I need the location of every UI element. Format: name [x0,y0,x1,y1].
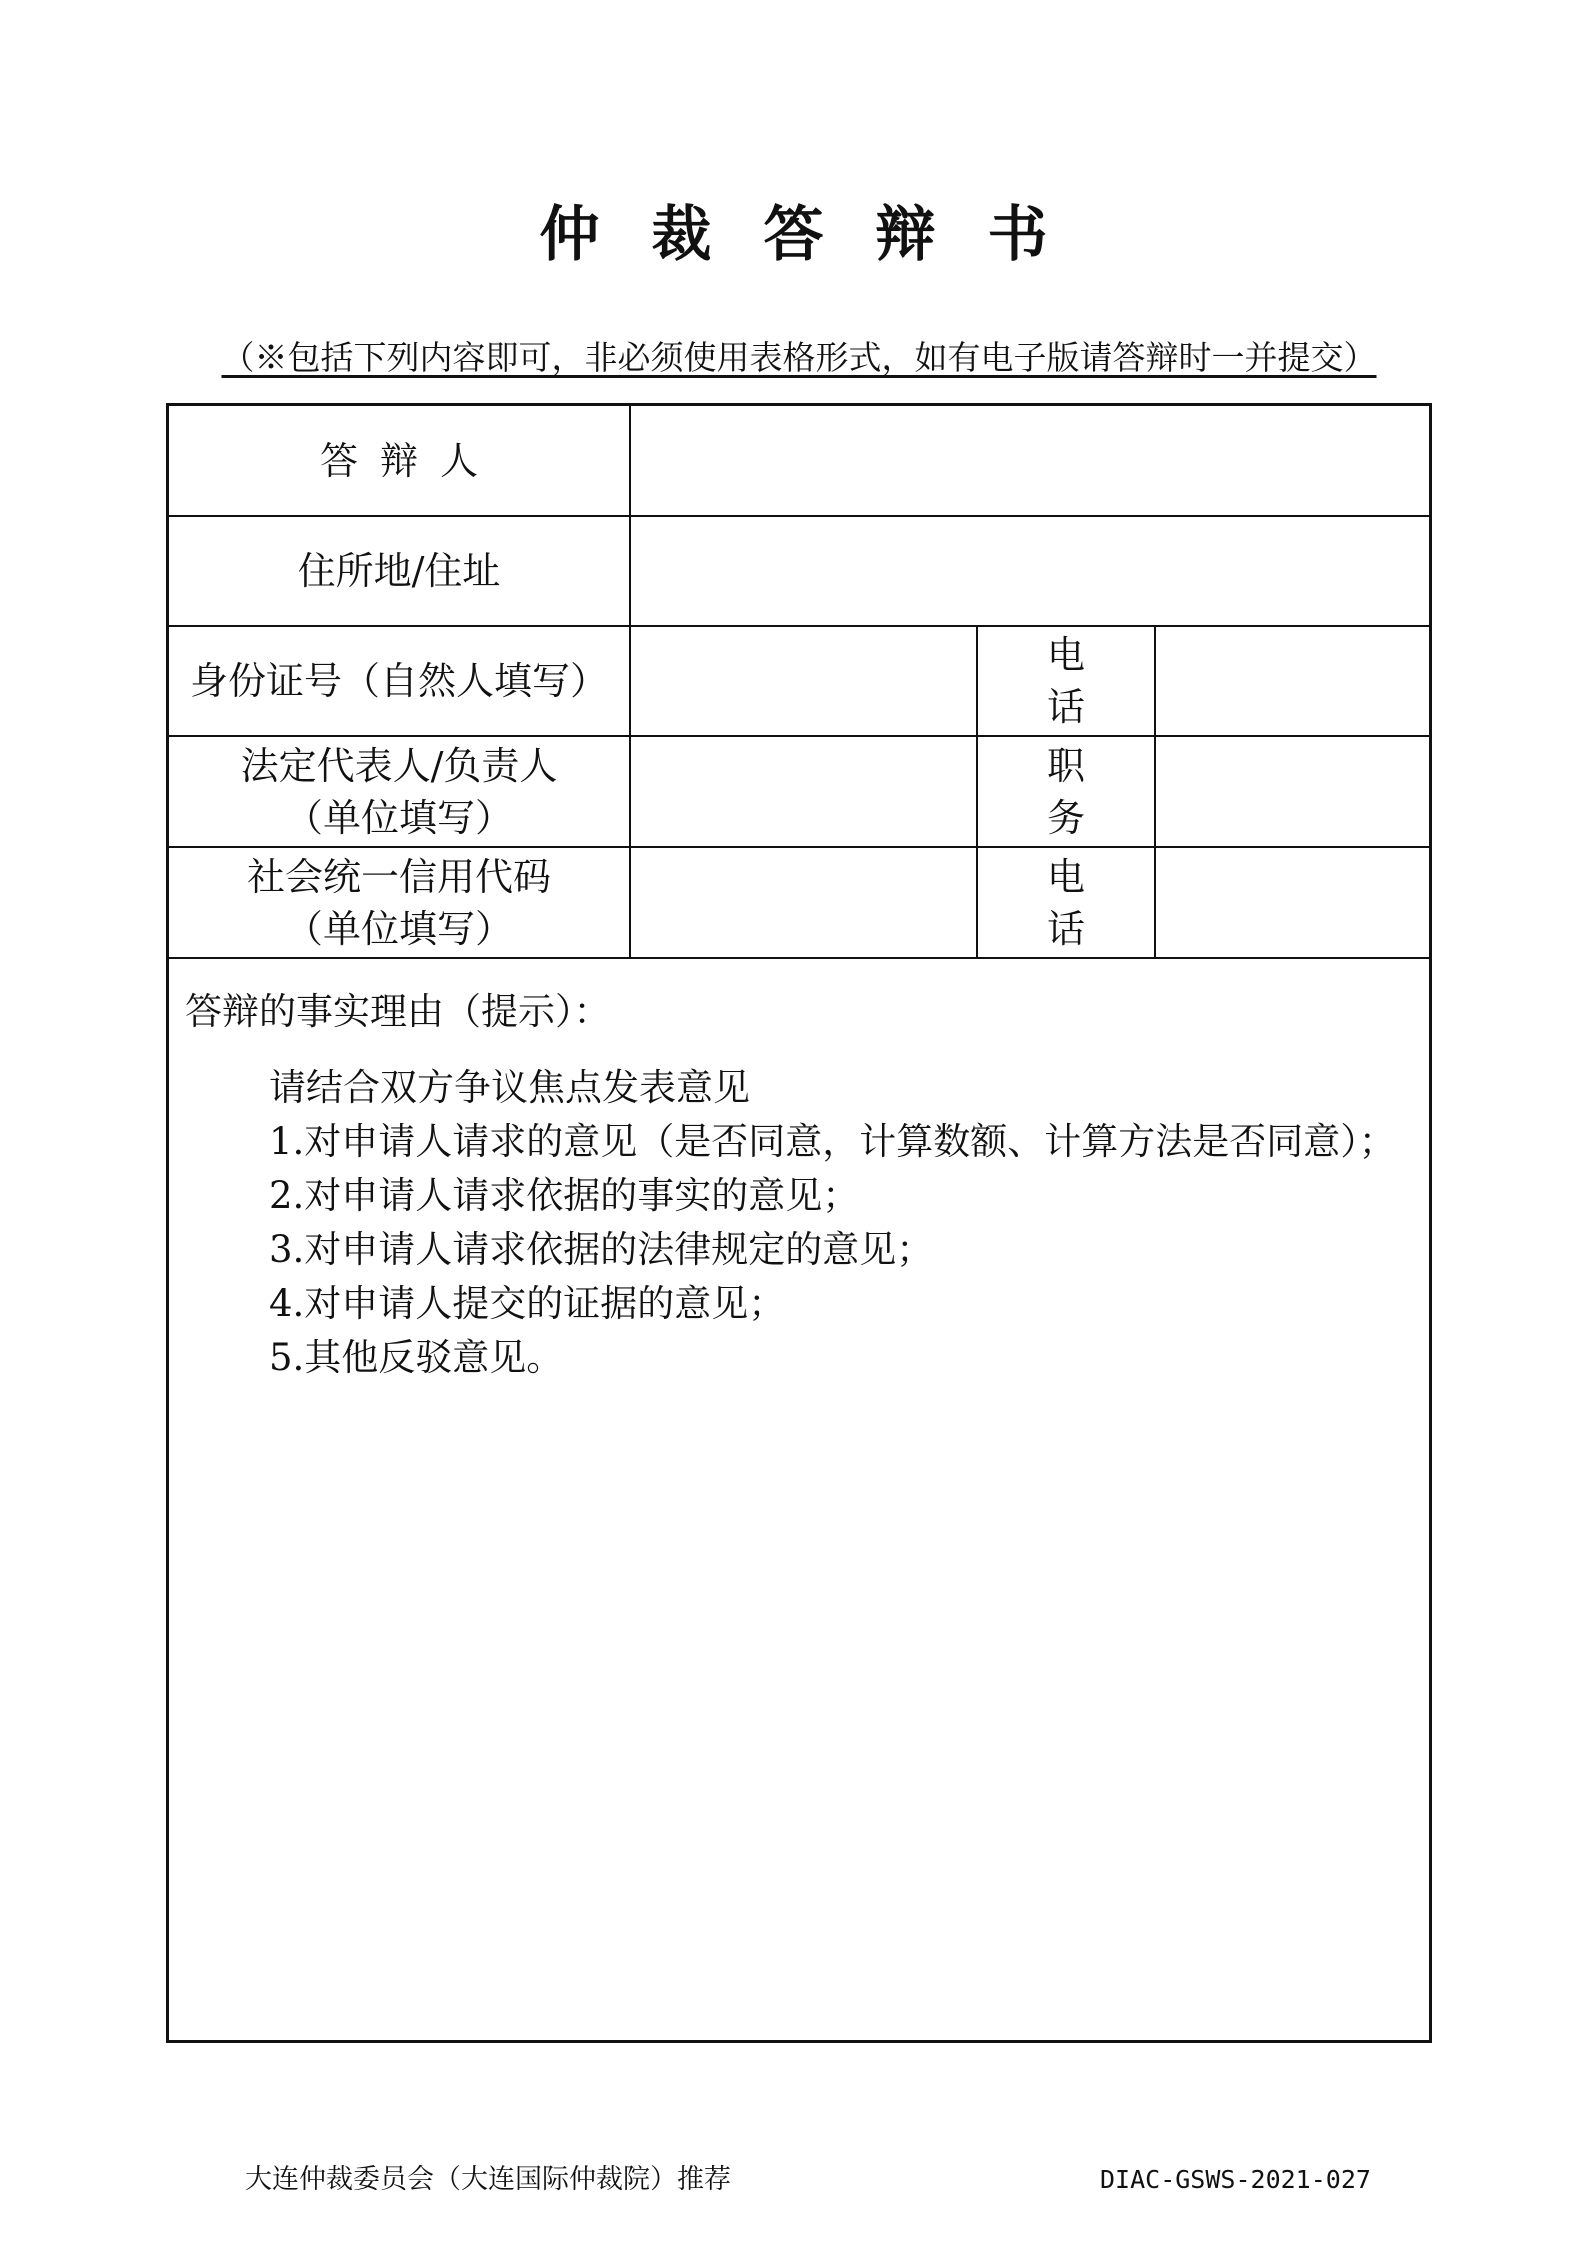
position-label-cell [978,737,1156,848]
respondent-label-cell [169,406,631,517]
id-number-label: 身份证号（自然人填写） [189,659,608,703]
form-instruction-note: （※包括下列内容即可，非必须使用表格形式，如有电子版请答辩时一并提交） [221,338,1377,377]
reasons-heading: 答辩的事实理由（提示）： [185,990,611,1033]
reasons-item: 5.其他反驳意见。 [269,1336,564,1379]
respondent-field[interactable] [631,406,1429,517]
id-number-label-cell [169,627,631,737]
credit-code-field[interactable] [631,848,978,959]
phone-field-2[interactable] [1156,848,1429,959]
phone-field-1[interactable] [1156,627,1429,737]
legal-rep-label-cell [169,737,631,848]
phone-label-1: 电话 [1046,633,1123,729]
id-number-field[interactable] [631,627,978,737]
page-title: 仲裁答辩书 [539,200,1100,270]
footer-doc-code: DIAC-GSWS-2021-027 [1100,2165,1371,2194]
footer-recommended-by: 大连仲裁委员会（大连国际仲裁院）推荐 [245,2164,731,2195]
defense-reasons-area[interactable] [169,959,1429,2040]
phone-label-cell-2 [978,848,1156,959]
respondent-label: 答辩人 [319,438,500,483]
position-field[interactable] [1156,737,1429,848]
credit-code-label-line1: 社会统一信用代码 [246,854,551,899]
legal-rep-field[interactable] [631,737,978,848]
legal-rep-label-line2: （单位填写） [284,795,513,840]
reasons-item: 4.对申请人提交的证据的意见； [269,1282,786,1325]
reasons-item: 3.对申请人请求依据的法律规定的意见； [269,1228,934,1271]
reasons-item: 1.对申请人请求的意见（是否同意，计算数额、计算方法是否同意）； [269,1120,1396,1163]
phone-label-cell-1 [978,627,1156,737]
address-field[interactable] [631,517,1429,627]
credit-code-label-cell [169,848,631,959]
reasons-item: 请结合双方争议焦点发表意见 [269,1066,750,1109]
reasons-item: 2.对申请人请求依据的事实的意见； [269,1174,860,1217]
phone-label-2: 电话 [1046,854,1123,951]
address-label-cell [169,517,631,627]
defense-form-table [166,403,1432,2043]
credit-code-label-line2: （单位填写） [284,906,513,951]
address-label: 住所地/住址 [297,549,501,593]
legal-rep-label-line1: 法定代表人/负责人 [240,743,558,788]
position-label: 职务 [1046,743,1123,840]
